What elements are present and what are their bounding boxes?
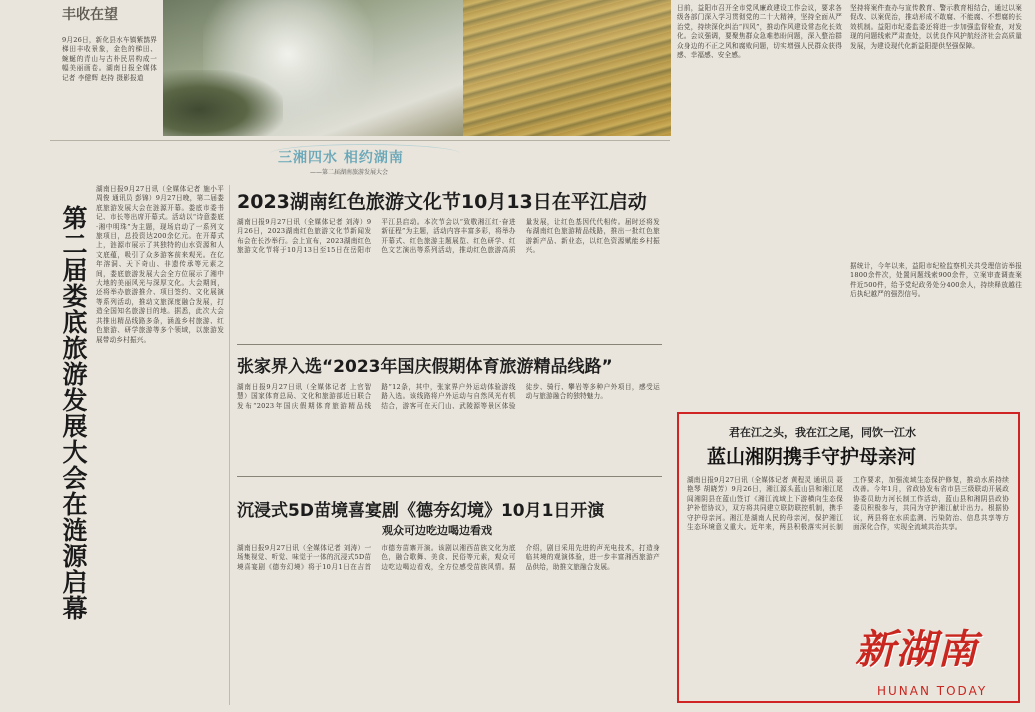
photo-title: 丰收在望 <box>62 7 118 23</box>
article-1-headline: 2023湖南红色旅游文化节10月13日在平江启动 <box>237 191 647 213</box>
right-col-text-a: 日前，益阳市召开全市党风廉政建设工作会议，要求各级各部门深入学习贯彻党的二十大精神，坚持全面从严治党，持续深化纠治“四风”，推动作风建设常态化长效化。会议强调，要聚焦群众急难愁盼问题，深入整治群众身边的不正之风和腐败问题，切实增强人民群众获得感、幸福感、安全感。 <box>677 4 842 60</box>
highlighted-article-title: 蓝山湘阴携手守护母亲河 <box>707 446 917 468</box>
watermark-subtitle: HUNAN TODAY <box>877 684 988 698</box>
article-1-body: 湖南日报9月27日讯（全媒体记者 刘涛）9月26日，2023湖南红色旅游文化节新闻发布会在长沙举行。会上宣布，2023湖南红色旅游文化节将于10月13日至15日在岳阳市平江县启动。本次节会以“致敬湘江红·奋进新征程”为主题，活动内容丰富多彩，将举办开幕式、红色旅游主题展览、红色研学、红色文艺演出等系列活动，推动红色旅游高质量发展，让红色基因代代相传。届时还将发布湖南红色旅游精品线路，推出一批红色旅游新产品、新业态，以红色资源赋能乡村振兴。 <box>237 218 660 255</box>
separator-line <box>50 140 670 141</box>
vertical-headline: 第二届娄底旅游发展大会在涟源启幕 <box>59 205 88 621</box>
lead-article-body: 湖南日报9月27日讯（全媒体记者 施小平 周俊 通讯员 彭锦）9月27日晚，第二届娄底旅游发展大会在涟源开幕。娄底市委书记、市长等出席开幕式。活动以“诗意娄底·湘中明珠”为主题，现场启动了一系列文旅项目，总投资达200余亿元。在开幕式上，涟源市展示了其独特的山水资源和人文底蕴，吸引了众多游客前来观光。在亿年溶洞、天下奇山、非遗传承等元素之间，娄底旅游发展大会全方位展示了湘中大地的美丽风光与深厚文化。大会期间，还将举办旅游推介、项目签约、文化展演等系列活动，推动文旅深度融合发展，打造全国知名旅游目的地。据悉，此次大会共推出精品线路多条，涵盖乡村旅游、红色旅游、研学旅游等多个领域，以旅游发展带动乡村振兴。 <box>96 185 224 344</box>
highlighted-article-body: 湖南日报9月27日讯（全媒体记者 黄程灵 通讯员 聂艳琴 胡晓芳）9月26日，湘江源头蓝山县和湘江尾闾湘阴县在蓝山签订《湘江流域上下游横向生态保护补偿协议》，双方将共同建立联防联控机制，携手守护母亲河。湘江是湖南人民的母亲河，保护湘江生态环境意义重大。近年来，两县积极落实河长制工作要求，加强流域生态保护修复，推动水质持续改善。今年1月，省政协发布省市县三级联动开展政协委员助力河长制工作活动，蓝山县和湘阴县政协委员积极参与，共同为守护湘江献计出力。根据协议，两县将在水质监测、污染防治、信息共享等方面深化合作，实现全流域共治共享。 <box>687 476 1009 532</box>
article-3-headline: 沉浸式5D苗境喜宴剧《德夯幻境》10月1日开演 <box>237 501 605 521</box>
article-3-subheadline: 观众可边吃边喝边看戏 <box>382 524 492 537</box>
banner-line-1: 三湘四水 相约湖南 <box>278 150 404 166</box>
article-2-headline: 张家界入选“2023年国庆假期体育旅游精品线路” <box>237 357 613 377</box>
banner-line-2: ——第二届湖南旅游发展大会 <box>310 169 389 176</box>
article-3-body: 湖南日报9月27日讯（全媒体记者 刘涛）一场集视觉、听觉、味觉于一体的沉浸式5D苗境喜宴剧《德夯幻境》将于10月1日在吉首市德夯苗寨开演。该剧以湘西苗族文化为底色，融合歌舞、美食、民俗等元素，观众可边吃边喝边看戏，全方位感受苗族风情。据介绍，剧目采用先进的声光电技术，打造身临其境的观演体验，进一步丰富湘西旅游产品供给，助推文旅融合发展。 <box>237 544 660 571</box>
article-divider-1 <box>237 344 662 345</box>
article-divider-2 <box>237 476 662 477</box>
terrace-photo <box>163 0 671 136</box>
article-2-body: 湖南日报9月27日讯（全媒体记者 上官智慧）国家体育总局、文化和旅游部近日联合发布“2023年国庆假期体育旅游精品线路”12条，其中，张家界户外运动体验游线路入选。该线路将户外运动与自然风光有机结合，游客可在天门山、武陵源等景区体验徒步、骑行、攀岩等多种户外项目，感受运动与旅游融合的独特魅力。 <box>237 383 660 410</box>
highlighted-article-kicker: 君在江之头，我在江之尾，同饮一江水 <box>729 426 916 439</box>
watermark-logo: 新湖南 <box>855 627 978 673</box>
right-col-text-c: 据统计，今年以来，益阳市纪检监察机关共受理信访举报1800余件次，处置问题线索900余件，立案审查调查案件近500件，给予党纪政务处分400余人，持续释放越往后执纪越严的强烈信号。 <box>850 262 1022 299</box>
banner-logo <box>270 142 470 182</box>
photo-caption: 9月26日，新化县水车镇紫鹊界梯田丰收景象，金色的梯田、蜿蜒的青山与古朴民居构成一幅美丽画卷。湖南日报全媒体记者 李健辉 赵持 摄影报道 <box>62 36 157 82</box>
column-divider <box>229 185 230 705</box>
hunan-today-watermark <box>855 618 1030 712</box>
right-col-text-b: 坚持将案件查办与宣传教育、警示教育相结合，通过以案促改、以案促治，推动形成不敢腐、不能腐、不想腐的长效机制。益阳市纪委监委还将进一步加强监督检查，对发现的问题线索严肃查处，以优良作风护航经济社会高质量发展，为建设现代化新益阳提供坚强保障。 <box>850 4 1022 50</box>
